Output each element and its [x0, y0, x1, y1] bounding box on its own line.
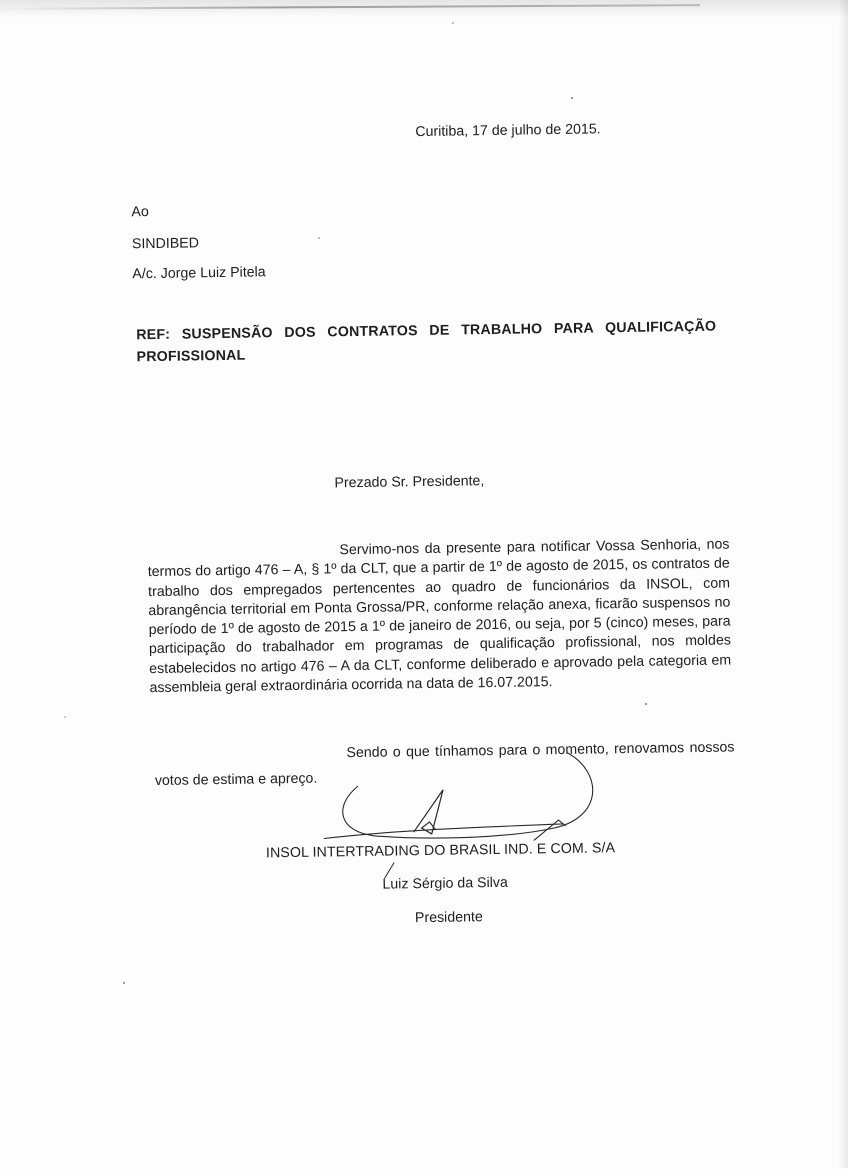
recipient-salutation: Ao: [131, 204, 149, 221]
date-line: Curitiba, 17 de julho de 2015.: [415, 121, 601, 141]
scan-speck: [318, 237, 320, 239]
signature-flourish-stroke: [534, 820, 566, 840]
signature-underline-stroke: [324, 824, 564, 839]
reference-heading: REF: SUSPENSÃO DOS CONTRATOS DE TRABALHO PARA QUALIFICAÇÃO PROFISSIONAL: [136, 318, 717, 366]
scan-speck: [571, 97, 573, 99]
body-text: Servimo-nos da presente para notificar Vossa Senhoria, nos termos do artigo 476 – A, § 1º da CLT, que a partir de 1º de agosto de 2015, os contratos de trabalho dos empregados pertencentes ao quadro de funcionários da INSOL, com abrangência territorial em Ponta Grossa/PR, conforme relação anexa, ficarão suspensos no período de 1º de agosto de 2015 a 1º de janeiro de 2016, ou seja, por 5 (cinco) meses, para participação do trabalhador em programas de qualificação profissional, nos moldes estabelecidos no artigo 476 – A da CLT, conforme deliberado e aprovado pela categoria em assembleia geral extraordinária ocorrida na data de 16.07.2015.: [147, 536, 732, 697]
company-name: INSOL INTERTRADING DO BRASIL IND. E COM. S/A: [265, 840, 616, 862]
scan-speck: [123, 982, 125, 984]
recipient-organization: SINDIBED: [131, 235, 200, 253]
signer-title: Presidente: [414, 909, 483, 927]
scan-speck: [64, 716, 66, 718]
recipient-attention: A/c. Jorge Luiz Pitela: [132, 264, 266, 283]
body-paragraph: [147, 535, 731, 698]
signature-initial-stroke: [413, 790, 444, 834]
signature-loop-stroke: [342, 753, 593, 840]
scan-speck: [645, 703, 647, 705]
scan-speck: [452, 22, 454, 24]
signer-name: Luiz Sérgio da Silva: [382, 874, 508, 893]
paragraph-indent: [148, 554, 340, 557]
closing-text: Sendo o que tínhamos para o momento, renovamos nossos votos de estima e apreço.: [154, 739, 735, 790]
greeting: Prezado Sr. Presidente,: [334, 473, 485, 492]
